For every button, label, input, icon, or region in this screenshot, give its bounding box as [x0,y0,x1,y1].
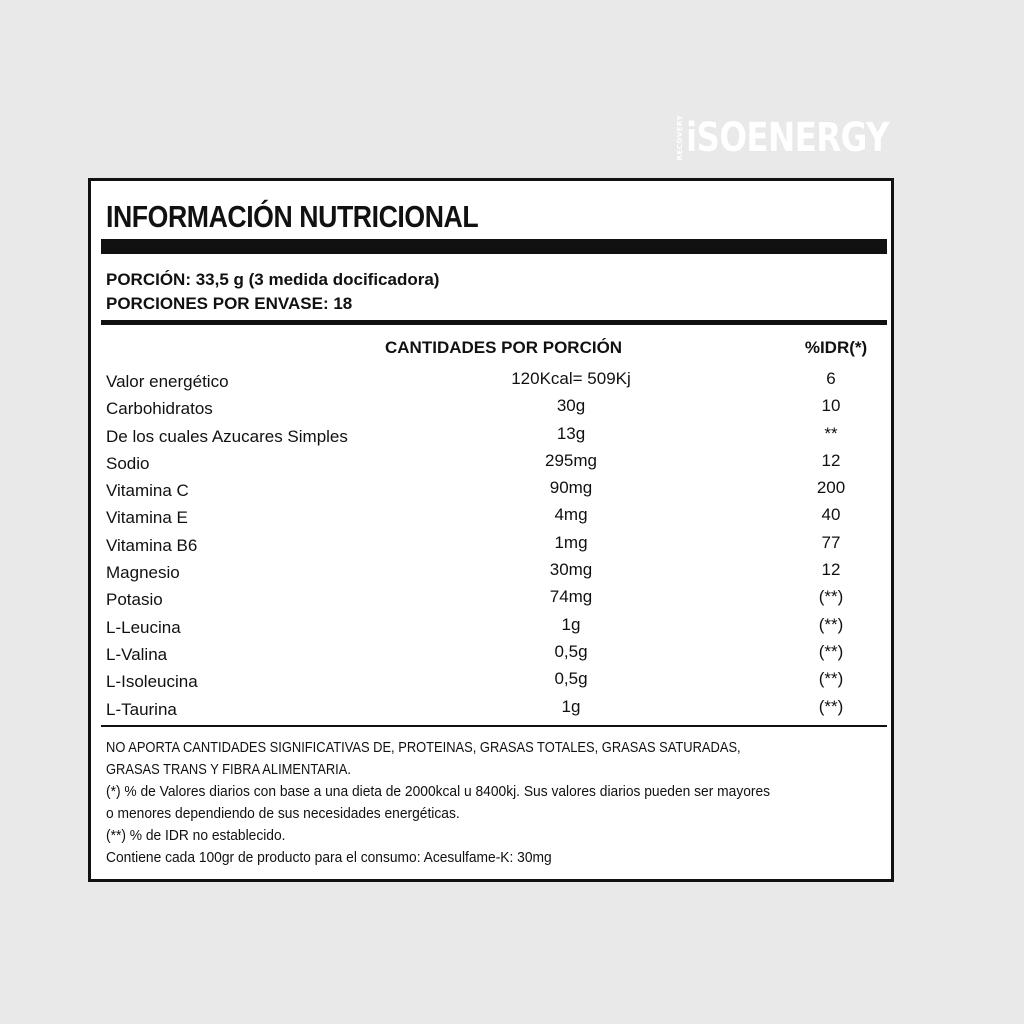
nutrient-idr: 6 [826,369,836,388]
footnotes [106,737,896,869]
column-header-idr: %IDR(*) [804,338,868,357]
footnote-line: (**) % de IDR no establecido. [106,827,286,844]
brand-name: iSOENERGY [686,115,889,161]
nutrient-name: L-Leucina [106,617,181,637]
nutrient-name: Vitamina C [106,481,189,501]
portions-per-pack: PORCIONES POR ENVASE: 18 [106,294,353,313]
brand-logo [676,112,933,164]
nutrition-facts-panel [88,178,894,882]
nutrient-amount: 30mg [549,560,593,580]
table-row [91,533,891,560]
footnote-line: GRASAS TRANS Y FIBRA ALIMENTARIA. [106,761,351,778]
footnote-line: NO APORTA CANTIDADES SIGNIFICATIVAS DE, PROTEINAS, GRASAS TOTALES, GRASAS SATURADAS, [106,739,741,756]
nutrient-amount: 4mg [554,505,588,525]
nutrient-name: Valor energético [106,372,229,391]
table-row [91,560,891,587]
nutrient-name: De los cuales Azucares Simples [106,426,348,446]
nutrient-amount: 90mg [549,478,593,498]
nutrient-idr: 12 [821,560,841,580]
portion-divider [101,320,887,325]
nutrient-amount: 0,5g [554,669,588,689]
nutrient-amount: 1g [561,696,581,716]
nutrient-name: Vitamina B6 [106,535,198,555]
nutrient-name: Magnesio [106,563,180,583]
nutrient-idr: 77 [821,532,841,552]
table-row [91,396,891,423]
nutrient-idr: (**) [818,614,844,634]
nutrient-name: Vitamina E [106,508,188,528]
nutrient-name: Sodio [106,453,150,473]
footnote-line: Contiene cada 100gr de producto para el consumo: Acesulfame-K: 30mg [106,849,552,866]
table-row [91,505,891,532]
table-row [91,669,891,696]
brand-subtitle: RECOVERY [676,115,684,161]
table-row [91,369,891,396]
nutrient-idr: ** [824,423,838,443]
nutrient-amount: 295mg [545,450,597,470]
nutrient-amount: 30g [556,396,586,416]
table-row [91,697,891,724]
footnote-line: o menores dependiendo de sus necesidades energéticas. [106,805,460,822]
table-row [91,424,891,451]
notes-divider [101,725,887,727]
nutrient-name: L-Isoleucina [106,672,198,692]
title-divider [101,239,887,254]
nutrient-idr: (**) [818,669,844,689]
footnote-line: (*) % de Valores diarios con base a una dieta de 2000kcal u 8400kj. Sus valores diarios pueden ser mayores [106,783,771,800]
nutrient-amount: 13g [556,423,586,443]
portion-size: PORCIÓN: 33,5 g (3 medida docificadora) [106,270,440,289]
panel-title: INFORMACIÓN NUTRICIONAL [106,199,479,234]
nutrient-idr: 200 [816,478,846,498]
nutrient-idr: (**) [818,641,844,661]
nutrient-table [91,369,891,724]
nutrient-amount: 0,5g [554,641,588,661]
nutrient-idr: (**) [818,587,844,607]
table-row [91,587,891,614]
nutrient-amount: 120Kcal= 509Kj [511,369,631,388]
table-row [91,642,891,669]
nutrient-name: Carbohidratos [106,399,213,419]
nutrient-name: Potasio [106,590,163,610]
nutrient-idr: 40 [821,505,841,525]
nutrient-idr: 10 [821,396,841,416]
nutrient-amount: 1g [561,614,581,634]
table-row [91,478,891,505]
column-header-amount: CANTIDADES POR PORCIÓN [385,338,623,357]
table-row [91,615,891,642]
nutrient-idr: 12 [821,450,841,470]
nutrient-name: L-Taurina [106,699,177,719]
nutrient-amount: 1mg [554,532,588,552]
nutrient-idr: (**) [818,696,844,716]
nutrient-name: L-Valina [106,644,168,664]
table-row [91,451,891,478]
nutrient-amount: 74mg [549,587,593,607]
